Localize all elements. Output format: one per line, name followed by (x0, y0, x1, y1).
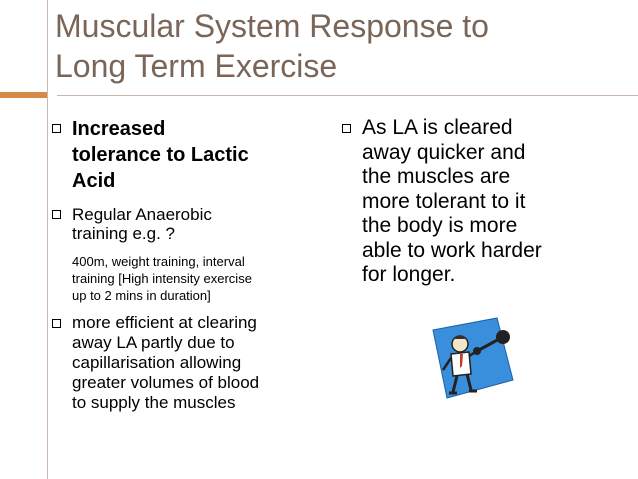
bullet-line: Acid (72, 170, 116, 192)
bullet-line: As LA is cleared (362, 116, 513, 139)
slide-title (55, 6, 615, 86)
bullet-line: the body is more (362, 214, 518, 237)
checkbox-bullet-icon (52, 210, 61, 219)
sub-line: training [High intensity exercise (72, 271, 252, 286)
title-line: Long Term Exercise (55, 48, 338, 84)
bullet-line: away quicker and (362, 140, 526, 164)
bullet-line: tolerance to Lactic (72, 144, 249, 166)
bullet-line: away LA partly due to (72, 333, 235, 352)
left-vertical-rule (47, 0, 48, 479)
title-underline-rule (57, 95, 638, 96)
checkbox-bullet-icon (342, 124, 351, 133)
bullet-line: greater volumes of blood (72, 373, 260, 392)
bullet-line: the muscles are (362, 165, 511, 188)
bullet-line: to supply the muscles (72, 393, 236, 412)
bullet-regular-anaerobic (50, 205, 320, 243)
bullet-line: able to work harder (362, 238, 542, 262)
right-column (340, 116, 630, 288)
accent-bar (0, 92, 47, 98)
sub-bullet-examples (50, 253, 320, 304)
title-line: Muscular System Response to (55, 8, 489, 44)
bullet-line: more tolerant to it (362, 189, 526, 213)
bullet-line: Regular Anaerobic (72, 205, 212, 224)
bullet-la-cleared (340, 116, 630, 288)
bullet-line: capillarisation allowing (72, 353, 242, 372)
checkbox-bullet-icon (52, 124, 61, 133)
sub-line: up to 2 mins in duration] (72, 288, 211, 303)
bullet-more-efficient (50, 313, 320, 413)
bullet-line: training e.g. ? (72, 224, 176, 243)
sub-line: 400m, weight training, interval (72, 254, 245, 269)
checkbox-bullet-icon (52, 319, 61, 328)
bullet-increased-tolerance (50, 116, 320, 194)
bullet-line: for longer. (362, 263, 456, 286)
bullet-line: more efficient at clearing (72, 313, 257, 332)
man-lifting-dumbbell-clipart (427, 316, 519, 402)
left-column (50, 116, 320, 413)
bullet-line: Increased (72, 118, 166, 140)
